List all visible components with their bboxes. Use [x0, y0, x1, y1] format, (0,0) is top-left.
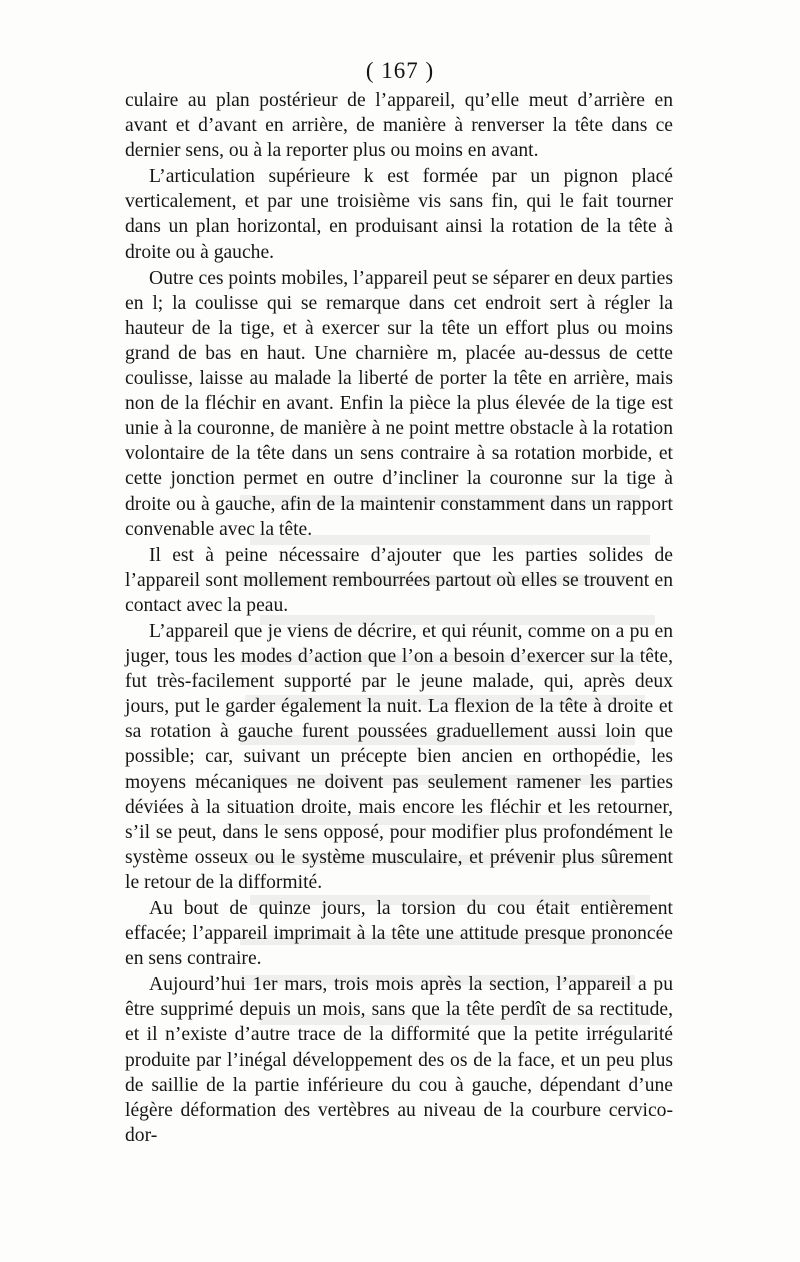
paragraph-padding: Il est à peine nécessaire d’ajouter que les parties solides de l’appareil sont mollement rembourrées partout où elles se trouvent en contact avec la peau.: [125, 544, 673, 616]
paragraph-treatment: L’appareil que je viens de décrire, et qui réunit, comme on a pu en juger, tous les modes d’action que l’on a besoin d’exercer sur la tête, fut très-facilement supporté par le jeune malade, qui, après deux jours, put le garder également la nuit. La flexion de la tête à droite et sa rotation à gauche furent poussées graduellement aussi loin que possible; car, suivant un précepte bien ancien en orthopédie, les moyens mécaniques ne doivent pas seulement ramener les parties déviées à la situation droite, mais encore les fléchir et les retourner, s’il se peut, dans le sens opposé, pour modifier plus profondément le système osseux ou le système musculaire, et prévenir plus sûrement le retour de la difformité.: [125, 620, 673, 893]
paragraph-outcome: Aujourd’hui 1er mars, trois mois après la section, l’appareil a pu être supprimé depuis un mois, sans que la tête perdît de sa rectitude, et il n’existe d’autre trace de la difformité que la petite irrégularité produite par l’inégal développement des os de la face, et un peu plus de saillie de la partie inférieure du cou à gauche, dépendant d’une légère déformation des vertèbres au niveau de la courbure cervico-dor-: [125, 974, 673, 1146]
body-text: [125, 88, 673, 1148]
page-number: ( 167 ): [365, 58, 435, 83]
paragraph-mobile-points: Outre ces points mobiles, l’appareil peut se séparer en deux parties en l; la coulisse qui se remarque dans cet endroit sert à régler la hauteur de la tige, et à exercer sur la tête un effort plus ou moins grand de bas en haut. Une charnière m, placée au-dessus de cette coulisse, laisse au malade la liberté de porter la tête en arrière, mais non de la fléchir en avant. Enfin la pièce la plus élevée de la tige est unie à la couronne, de manière à ne point mettre obstacle à la rotation volontaire de la tête dans un sens contraire à sa rotation morbide, et cette jonction permet en outre d’incliner la couronne sur la tige à droite ou à gauche, afin de la maintenir constamment dans un rapport convenable avec la tête.: [125, 267, 673, 540]
paragraph-continuation: culaire au plan postérieur de l’appareil, qu’elle meut d’arrière en avant et d’avant en arrière, de manière à renverser la tête dans ce dernier sens, ou à la reporter plus ou moins en avant.: [125, 90, 673, 162]
paragraph-articulation: L’articulation supérieure k est formée par un pignon placé verticalement, et par une troisième vis sans fin, qui le fait tourner dans un plan horizontal, en produisant ainsi la rotation de la tête à droite ou à gauche.: [125, 166, 673, 263]
paragraph-fifteen-days: Au bout de quinze jours, la torsion du cou était entièrement effacée; l’appareil imprimait à la tête une attitude presque prononcée en sens contraire.: [125, 898, 673, 970]
